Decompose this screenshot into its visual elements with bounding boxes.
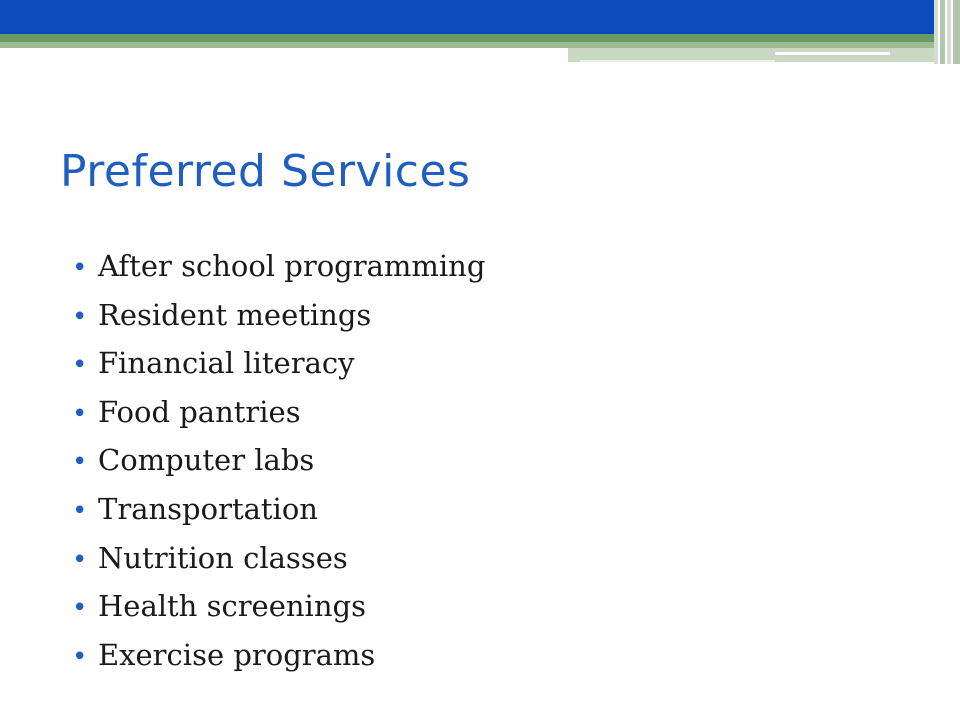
bullet-item	[72, 242, 485, 291]
bullet-dot-icon: •	[72, 544, 88, 575]
bullet-item	[72, 631, 485, 680]
banner-accent-line-2	[580, 60, 775, 62]
bullet-text: Transportation	[98, 491, 318, 526]
slide-title: Preferred Services	[60, 146, 471, 197]
bullet-text: Nutrition classes	[98, 540, 348, 575]
banner-stripe	[953, 0, 960, 64]
bullet-text: Health screenings	[98, 589, 366, 624]
bullet-dot-icon: •	[72, 593, 88, 624]
bullet-item	[72, 388, 485, 437]
banner-blue-band	[0, 0, 960, 34]
bullet-text: Resident meetings	[98, 297, 372, 332]
bullet-text: After school programming	[98, 249, 486, 283]
bullet-dot-icon: •	[72, 350, 88, 381]
bullet-dot-icon: •	[72, 495, 88, 526]
bullet-item	[72, 582, 485, 631]
bullet-item	[72, 534, 485, 583]
bullet-item	[72, 291, 485, 340]
bullet-dot-icon: •	[72, 641, 88, 672]
bullet-dot-icon: •	[72, 447, 88, 478]
bullet-text: Financial literacy	[98, 346, 355, 381]
bullet-item	[72, 339, 485, 388]
bullet-list	[72, 242, 485, 679]
bullet-item	[72, 485, 485, 534]
bullet-dot-icon: •	[72, 301, 88, 332]
bullet-dot-icon: •	[72, 398, 88, 429]
banner-green-band	[0, 34, 960, 42]
bullet-text: Food pantries	[98, 394, 301, 429]
bullet-text: Exercise programs	[98, 637, 376, 672]
bullet-dot-icon: •	[72, 253, 88, 283]
bullet-item	[72, 436, 485, 485]
bullet-text: Computer labs	[98, 443, 315, 478]
banner-accent-line	[775, 52, 890, 55]
